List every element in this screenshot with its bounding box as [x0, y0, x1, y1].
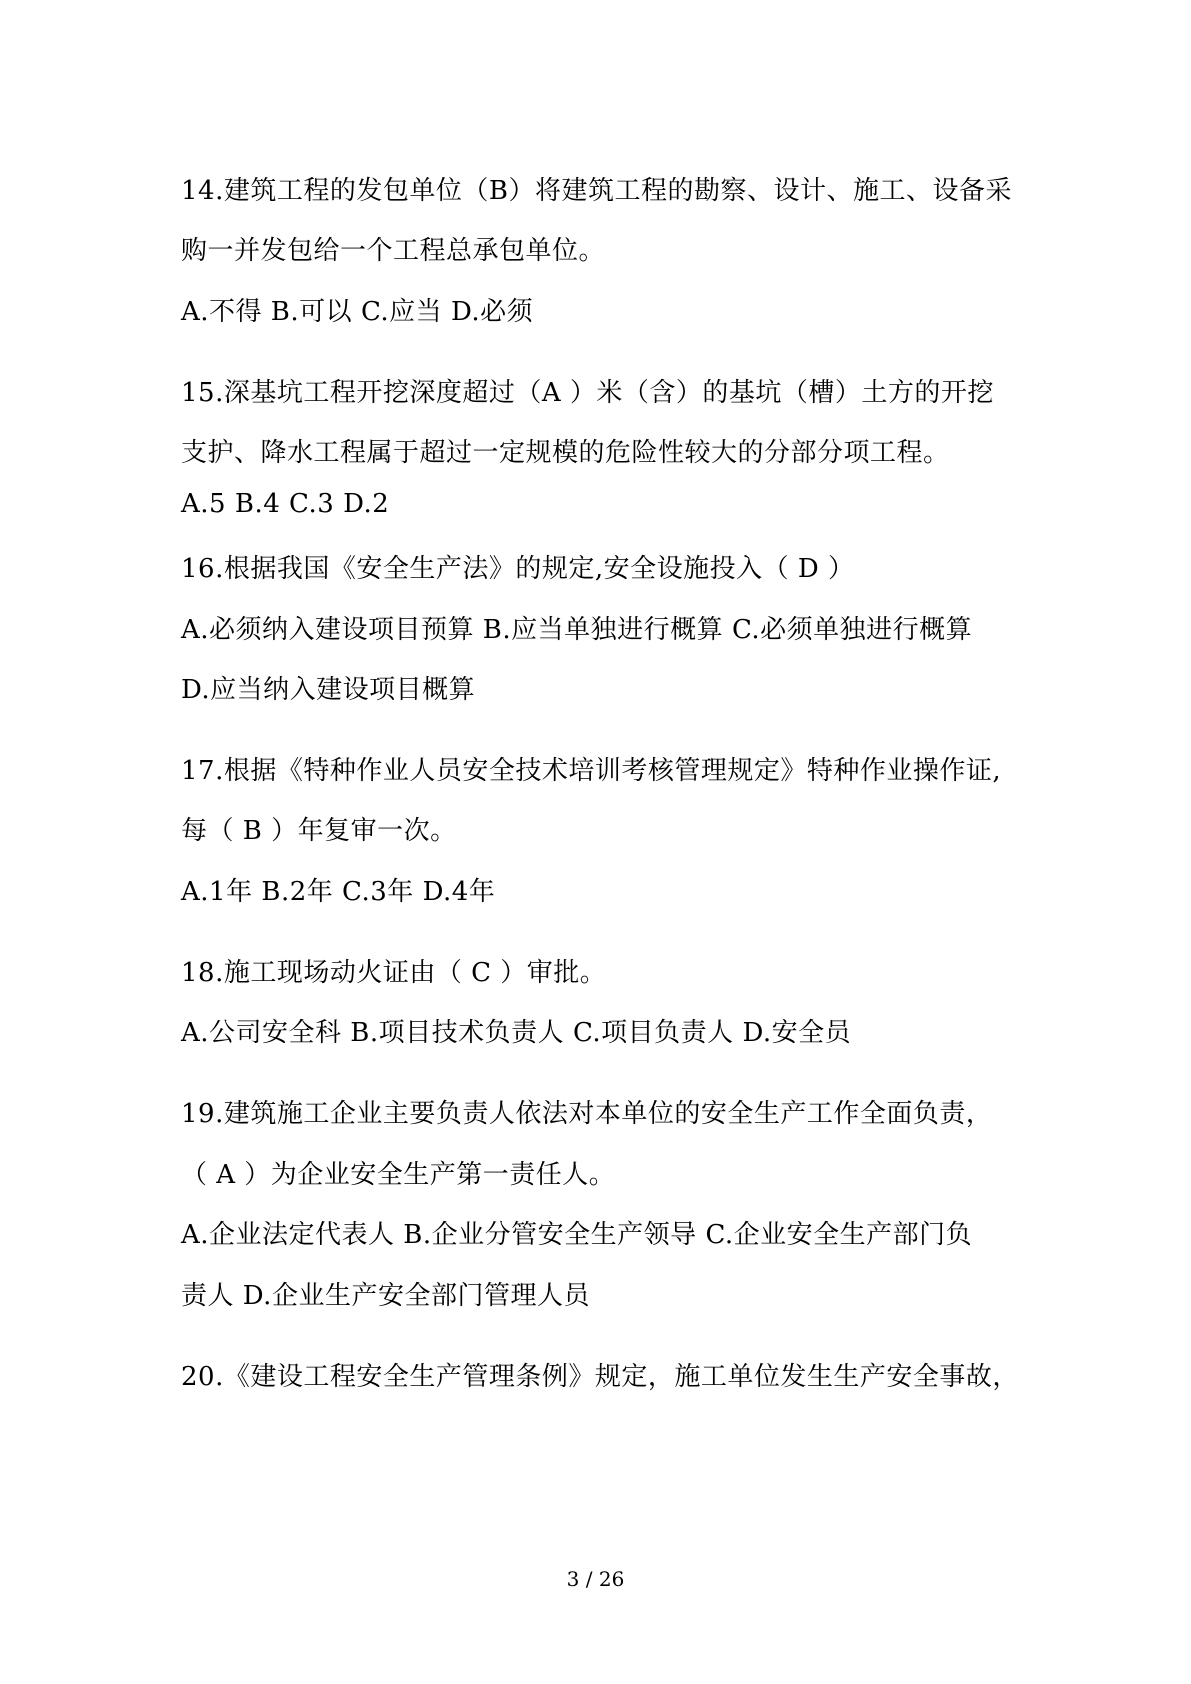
question-18-stem-line-1: 18.施工现场动火证由（ C ）审批。 — [181, 958, 607, 988]
page-indicator: 3 / 26 — [566, 1567, 625, 1591]
question-17-stem-line-2: 每（ B ）年复审一次。 — [181, 816, 457, 846]
question-17-options: A.1年 B.2年 C.3年 D.4年 — [181, 877, 496, 907]
question-17-stem-line-1: 17.根据《特种作业人员安全技术培训考核管理规定》特种作业操作证, — [181, 756, 1002, 786]
question-20-stem-line-1: 20.《建设工程安全生产管理条例》规定，施工单位发生生产安全事故， — [181, 1362, 1019, 1392]
question-19-stem-line-2: （ A ）为企业安全生产第一责任人。 — [181, 1160, 616, 1190]
question-14-options: A.不得 B.可以 C.应当 D.必须 — [181, 297, 534, 327]
question-19-options-line-1: A.企业法定代表人 B.企业分管安全生产领导 C.企业安全生产部门负 — [181, 1220, 973, 1250]
question-16-options-line-2: D.应当纳入建设项目概算 — [181, 675, 476, 705]
question-16-options-line-1: A.必须纳入建设项目预算 B.应当单独进行概算 C.必须单独进行概算 — [181, 615, 973, 645]
question-15-stem-line-1: 15.深基坑工程开挖深度超过（A ）米（含）的基坑（槽）土方的开挖 — [181, 378, 994, 408]
question-15-options: A.5 B.4 C.3 D.2 — [181, 489, 390, 519]
question-18-options: A.公司安全科 B.项目技术负责人 C.项目负责人 D.安全员 — [181, 1018, 852, 1048]
question-19-stem-line-1: 19.建筑施工企业主要负责人依法对本单位的安全生产工作全面负责， — [181, 1099, 993, 1129]
question-14-stem-line-1: 14.建筑工程的发包单位（B）将建筑工程的勘察、设计、施工、设备采 — [181, 176, 1012, 206]
question-16-stem-line-1: 16.根据我国《安全生产法》的规定,安全设施投入（ D ） — [181, 554, 855, 584]
question-19-options-line-2: 责人 D.企业生产安全部门管理人员 — [181, 1281, 590, 1311]
question-15-stem-line-2: 支护、降水工程属于超过一定规模的危险性较大的分部分项工程。 — [181, 438, 950, 468]
question-14-stem-line-2: 购一并发包给一个工程总承包单位。 — [181, 236, 606, 266]
